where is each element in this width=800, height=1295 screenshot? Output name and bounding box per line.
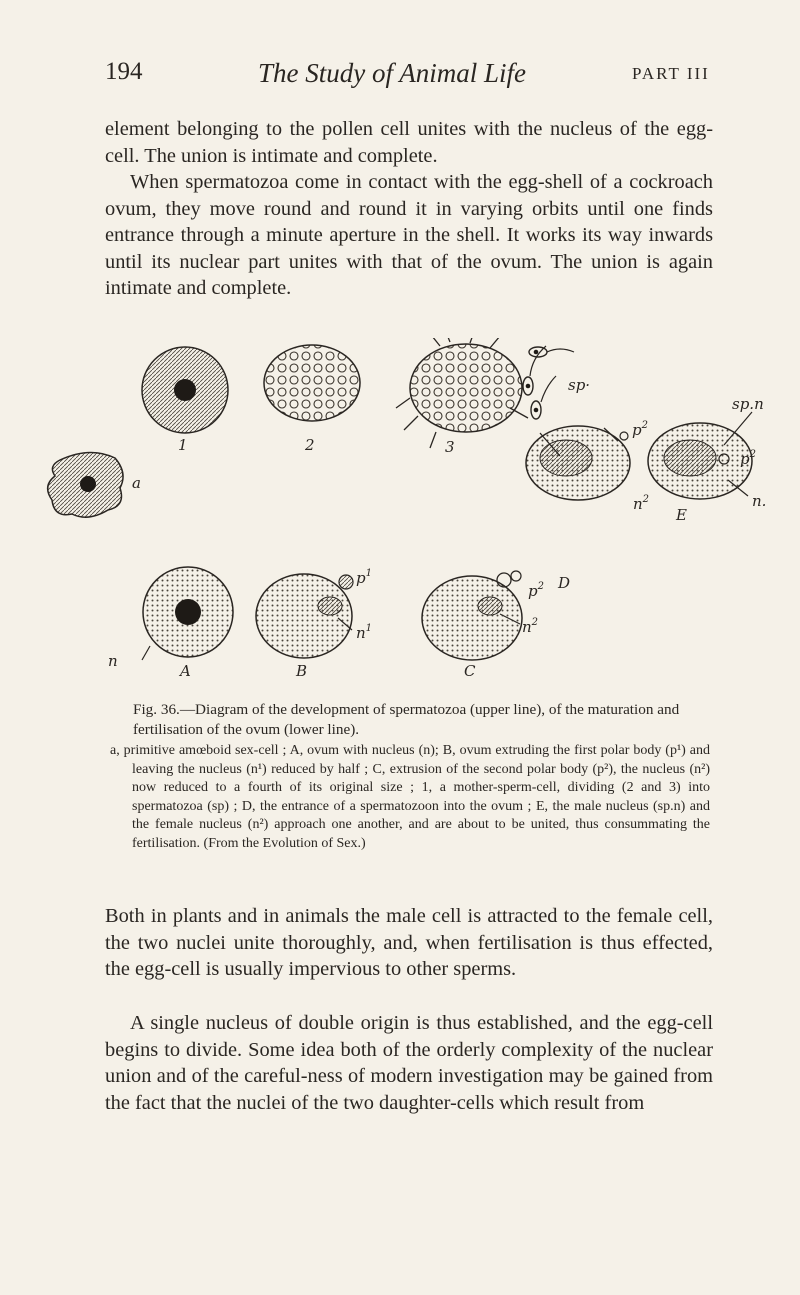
label-n-A: n	[108, 652, 118, 670]
label-a: a	[132, 474, 141, 492]
cell-A	[142, 567, 233, 660]
paragraph-3: Both in plants and in animals the male cell is attracted to the female cell, the two nuclei unite thoroughly, and, when fertilisation is thus effected, the egg-cell is usually impervious to other sperms.	[105, 905, 713, 981]
page-number: 194	[105, 58, 143, 85]
label-p1: $p^1$	[356, 568, 372, 587]
figure-caption-title: Fig. 36.—Diagram of the development of spermatozoa (upper line), of the maturation and fertilisation of the ovum (lower line).	[133, 701, 680, 738]
label-E: E	[676, 506, 687, 524]
label-n-E: n.	[752, 492, 767, 510]
cell-D-upper	[526, 426, 630, 500]
cell-C	[422, 571, 522, 660]
label-B: B	[296, 662, 308, 680]
label-p2-D: $p^2$	[528, 581, 544, 600]
label-1: 1	[178, 436, 188, 454]
label-n2-D: $n^2$	[522, 617, 539, 636]
label-A: A	[180, 662, 191, 680]
part-label: PART III	[632, 64, 710, 83]
label-2: 2	[305, 436, 315, 454]
figure-caption-body: a, primitive amœboid sex-cell ; A, ovum with nucleus (n); B, ovum extruding the first polar body (p¹) and leaving the nucleus (n¹) reduced by half ; C, extrusion of the second polar body (p²), the nucleus (n²) now reduced to a fourth of its original size ; 1, a mother-sperm-cell, dividing (2 and 3) into spermatozoa (sp) ; D, the entrance of a spermatozoon into the ovum ; E, the male nucleus (sp.n) and the female nucleus (n²) approach one another, and are about to be united, thus consummating the fertilisation. (From the Evolution of Sex.)	[110, 743, 710, 851]
label-n2-3: $n^2$	[633, 494, 650, 513]
running-title: The Study of Animal Life	[258, 58, 526, 88]
cell-E	[648, 412, 752, 499]
page-header	[0, 58, 800, 98]
cell-B	[256, 574, 353, 658]
paragraph-1: element belonging to the pollen cell unites with the nucleus of the egg-cell. The union is intimate and complete.	[105, 118, 713, 167]
figure-drawing	[0, 338, 800, 690]
label-D: D	[558, 574, 571, 592]
spermatozoa	[523, 346, 574, 419]
label-p2-E: $p^2$	[740, 449, 756, 468]
paragraph-2: When spermatozoa come in contact with the egg-shell of a cockroach ovum, they move round and round it in varying orbits until one finds entrance through a minute aperture in the shell. It works its way inwards until its nuclear part unites with that of the ovum. The union is again intimate and complete.	[105, 171, 713, 300]
label-sp-n: sp.n	[732, 395, 764, 413]
label-C: C	[464, 662, 476, 680]
cell-a	[48, 452, 123, 517]
cell-1	[142, 347, 228, 433]
figure-36	[0, 338, 800, 690]
label-n1: $n^1$	[356, 623, 373, 642]
cell-2	[264, 345, 360, 421]
label-sp: sp·	[568, 376, 591, 394]
paragraph-4: A single nucleus of double origin is thus established, and the egg-cell begins to divide. Some idea both of the orderly complexity of the nuclear union and of the careful-ness of modern investigation may be gained from the fact that the nuclei of the two daughter-cells which result from	[105, 1012, 713, 1114]
cell-3	[396, 338, 528, 448]
label-3: 3	[445, 438, 455, 456]
label-p2-3: $p^2$	[632, 420, 648, 439]
